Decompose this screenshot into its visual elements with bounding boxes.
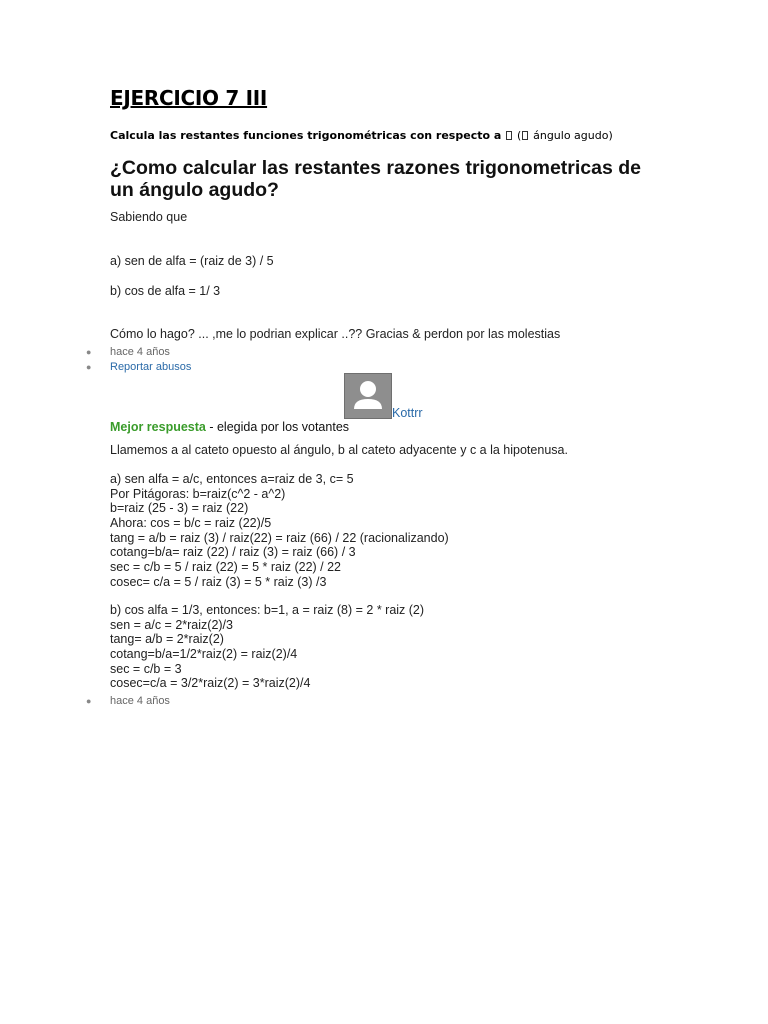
answer-line: cotang=b/a= raiz (22) / raiz (3) = raiz (66) / 3 <box>110 545 356 560</box>
question-time: hace 4 años <box>110 346 170 358</box>
instruction-text-end: ángulo agudo) <box>533 129 613 142</box>
answer-line: tang = a/b = raiz (3) / raiz(22) = raiz (66) / 22 (racionalizando) <box>110 530 449 545</box>
answer-line: Ahora: cos = b/c = raiz (22)/5 <box>110 516 272 531</box>
question-meta-time <box>86 346 170 358</box>
answer-line: sec = c/b = 3 <box>110 661 182 676</box>
answer-time: hace 4 años <box>110 695 170 707</box>
question-meta-report[interactable] <box>86 361 191 373</box>
best-answer-suffix: - elegida por los votantes <box>205 420 350 434</box>
bullet-icon: ● <box>86 347 92 357</box>
question-closing: Cómo lo hago? ... ,me lo podrian explicar ..?? Gracias & perdon por las molestias <box>110 327 561 341</box>
answer-line: b) cos alfa = 1/3, entonces: b=1, a = raiz (8) = 2 * raiz (2) <box>110 603 425 617</box>
answer-line: cotang=b/a=1/2*raiz(2) = raiz(2)/4 <box>110 647 298 662</box>
answer-part-a <box>110 472 710 590</box>
answer-line: sec = c/b = 5 / raiz (22) = 5 * raiz (22) / 22 <box>110 560 342 575</box>
answer-line: cosec= c/a = 5 / raiz (3) = 5 * raiz (3) /3 <box>110 574 327 589</box>
user-silhouette-icon <box>345 374 391 418</box>
question-item-b: b) cos de alfa = 1/ 3 <box>110 284 221 298</box>
question-item-a: a) sen de alfa = (raiz de 3) / 5 <box>110 254 274 268</box>
question-intro: Sabiendo que <box>110 210 188 224</box>
instruction-text: Calcula las restantes funciones trigonométricas con respecto a <box>110 129 502 142</box>
answer-intro: Llamemos a al cateto opuesto al ángulo, b al cateto adyacente y c a la hipotenusa. <box>110 443 568 457</box>
answer-line: cosec=c/a = 3/2*raiz(2) = 3*raiz(2)/4 <box>110 676 311 691</box>
answer-author-link[interactable]: Kottrr <box>392 406 423 420</box>
answer-line: sen = a/c = 2*raiz(2)/3 <box>110 617 233 632</box>
answer-part-b <box>110 603 710 691</box>
bullet-icon: ● <box>86 696 92 706</box>
best-answer-title: Mejor respuesta <box>110 420 206 434</box>
bullet-icon: ● <box>86 362 92 372</box>
answer-meta-time <box>86 695 170 707</box>
answer-line: b=raiz (25 - 3) = raiz (22) <box>110 501 249 516</box>
exercise-instruction <box>110 129 613 142</box>
missing-glyph-icon <box>522 131 528 140</box>
exercise-title: EJERCICIO 7 III <box>110 86 268 110</box>
answer-line: a) sen alfa = a/c, entonces a=raiz de 3, c= 5 <box>110 472 354 486</box>
answer-line: tang= a/b = 2*raiz(2) <box>110 632 224 647</box>
answer-line: Por Pitágoras: b=raiz(c^2 - a^2) <box>110 486 286 501</box>
missing-glyph-icon <box>506 131 512 140</box>
avatar[interactable] <box>344 373 392 419</box>
instruction-paren: ( <box>516 129 522 142</box>
best-answer-label <box>110 420 349 434</box>
report-abuse-link[interactable]: Reportar abusos <box>110 361 192 373</box>
question-title: ¿Como calcular las restantes razones trigonometricas de un ángulo agudo? <box>110 157 642 201</box>
